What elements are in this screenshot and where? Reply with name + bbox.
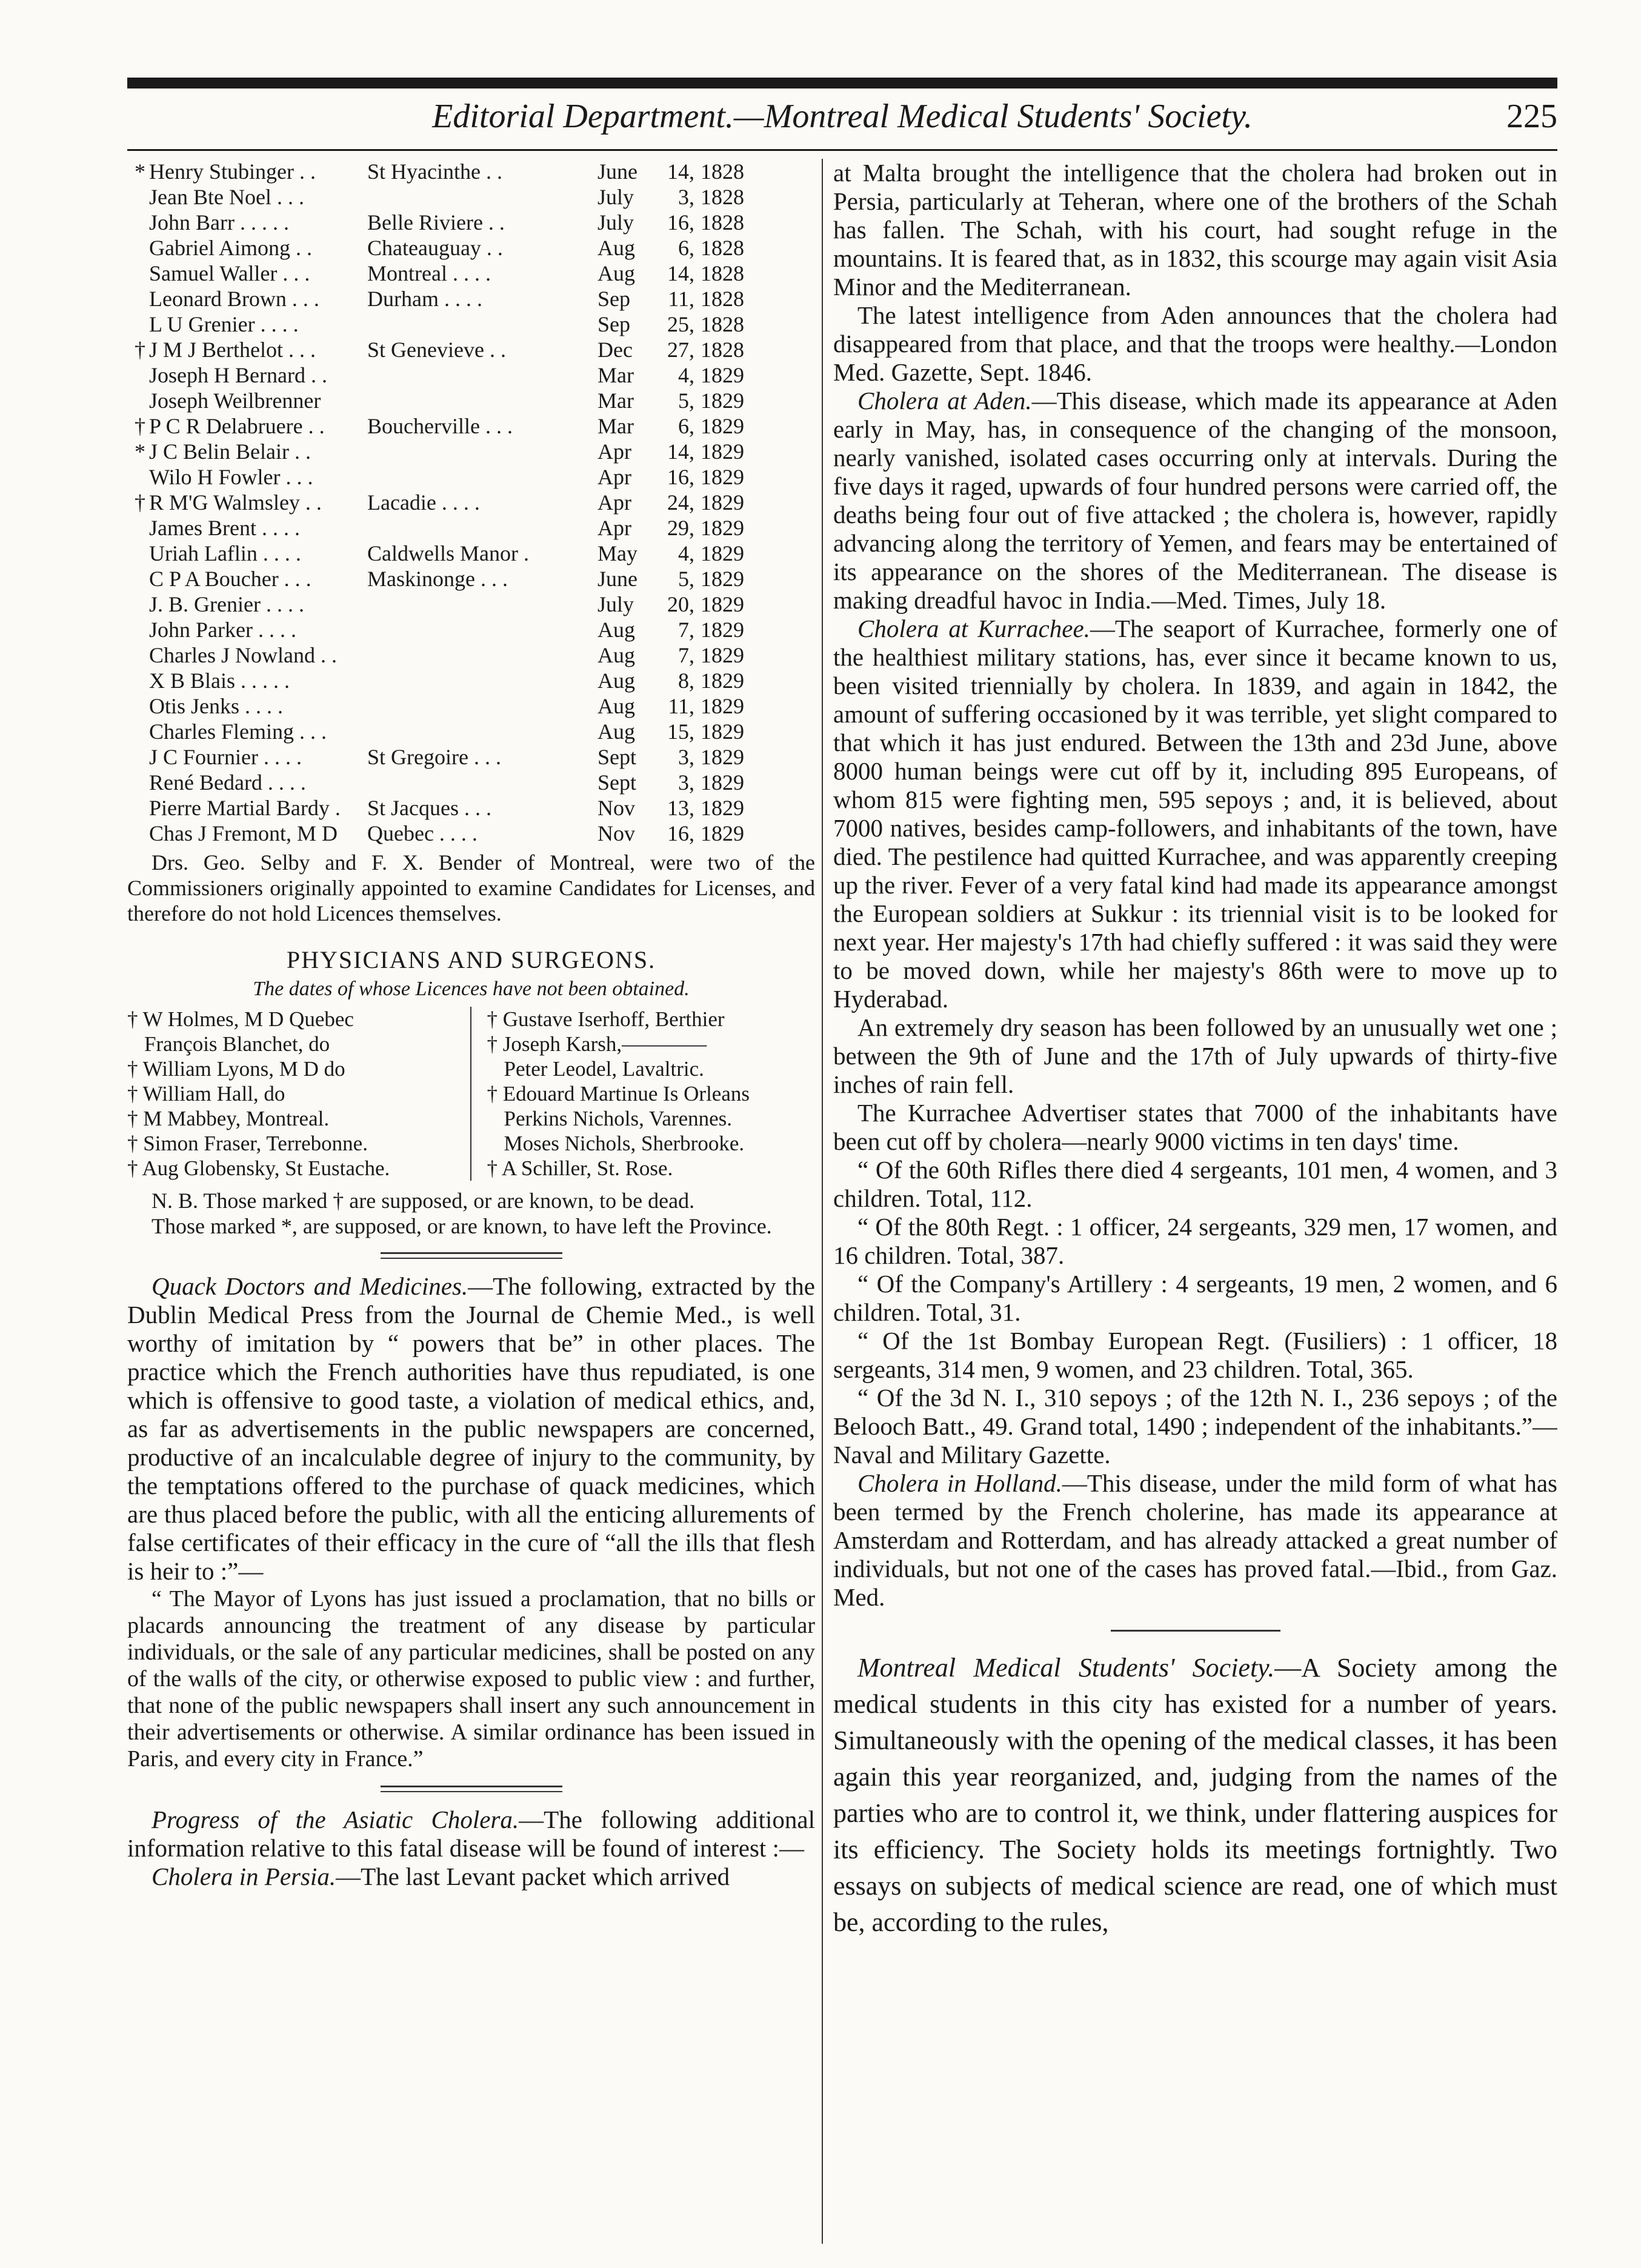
register-month: Apr [597, 439, 631, 464]
register-mark [127, 719, 149, 744]
physician-entry: † Joseph Karsh,———— [487, 1032, 707, 1056]
register-place [367, 312, 597, 337]
register-place: Quebec . . . . [367, 821, 478, 845]
register-month: Aug [597, 618, 635, 642]
holland-paragraph [833, 1469, 1557, 1612]
register-row [127, 668, 815, 693]
register-day: 25, [667, 312, 694, 336]
register-name: Charles J Nowland . . [149, 643, 337, 667]
register-year: 1829 [701, 567, 744, 591]
register-day: 14, [667, 261, 694, 285]
register-row [127, 744, 815, 770]
licence-register [127, 159, 815, 846]
aden-intelligence: The latest intelligence from Aden announces that the cholera had disappeared from that place, and that the troops were healthy.—London Med. Gazette, Sept. 1846. [833, 301, 1557, 386]
register-name: C P A Boucher . . . [149, 567, 311, 591]
register-place: Maskinonge . . . [367, 567, 508, 591]
register-place [367, 439, 597, 464]
quack-text: —The following, extracted by the Dublin Medical Press from the Journal de Chemie Med., is well worthy of imitation by “ powers that be” in other places. The practice which the French authorities have thus repudiated, is one which is offensive to good taste, a violation of medical ethics, and, as far as advertisements in the public newspapers are concerned, productive of an incalculable degree of injury to the community, by the temptations offered to the purchase of quack medicines, which are thus placed before the public, with all the enticing allurements of false certificates of their efficacy in the cure of “all the ills that flesh is heir to :”— [127, 1272, 815, 1585]
physician-entry: † M Mabbey, Montreal. [127, 1107, 330, 1130]
sepoys-quote: “ Of the 3d N. I., 310 sepoys ; of the 12th N. I., 236 sepoys ; of the Belooch Batt., 49. Grand total, 1490 ; independent of the inhabitants.”—Naval and Military Gazette. [833, 1384, 1557, 1469]
register-month: July [597, 210, 634, 235]
register-month: July [597, 185, 634, 209]
section-separator [381, 1252, 562, 1259]
physicians-left [127, 1007, 471, 1181]
register-mark [127, 642, 149, 668]
register-year: 1828 [701, 287, 744, 311]
holland-text: —This disease, under the mild form of what has been termed by the French cholerine, has made its appearance at Amsterdam and Rotterdam, and has already attacked a great number of individuals, but not one of the cases has proved fatal.—Ibid., from Gaz. Med. [833, 1469, 1557, 1611]
register-mark [127, 693, 149, 719]
register-name: Joseph Weilbrenner [149, 389, 321, 413]
register-month: July [597, 592, 634, 616]
register-month: Apr [597, 490, 631, 515]
register-row [127, 566, 815, 592]
register-mark [127, 312, 149, 337]
register-day: 7, [678, 618, 694, 642]
society-heading: Montreal Medical Students' Society. [857, 1653, 1275, 1683]
register-month: Aug [597, 643, 635, 667]
register-month: May [597, 541, 637, 565]
physicians-subheading: The dates of whose Licences have not been obtained. [253, 978, 690, 1000]
page-header [127, 97, 1557, 145]
register-place [367, 592, 597, 617]
register-year: 1829 [701, 643, 744, 667]
society-paragraph [833, 1650, 1557, 1941]
aden-text: —This disease, which made its appearance at Aden early in May, has, in consequence of the changing of the monsoon, nearly vanished, isolated cases occurring only at intervals. During the five days it raged, upwards of four hundred persons were carried off, the deaths being four out of five attacked ; the cholera is, however, rapidly advancing along the territory of Yemen, and fears may be entertained of its appearance on the shores of the Mediterranean. The disease is making dreadful havoc in India.—Med. Times, July 18. [833, 387, 1557, 614]
register-month: Mar [597, 363, 634, 387]
register-day: 15, [667, 719, 694, 744]
register-name: René Bedard . . . . [149, 770, 306, 795]
regt-quote: “ Of the 80th Regt. : 1 officer, 24 sergeants, 329 men, 17 women, and 16 children. Total, 387. [833, 1213, 1557, 1269]
register-row [127, 286, 815, 312]
register-name: J M J Berthelot . . . [149, 338, 316, 362]
register-day: 11, [668, 694, 694, 718]
progress-heading: Progress of the Asiatic Cholera. [151, 1806, 519, 1833]
register-mark [127, 261, 149, 286]
register-row [127, 490, 815, 515]
register-year: 1829 [701, 439, 744, 464]
register-year: 1828 [701, 185, 744, 209]
register-place: St Jacques . . . [367, 796, 491, 820]
register-mark [127, 515, 149, 541]
register-place: Boucherville . . . [367, 414, 513, 438]
register-mark: † [135, 338, 145, 362]
register-row [127, 413, 815, 439]
register-row [127, 388, 815, 413]
register-name: Samuel Waller . . . [149, 261, 310, 285]
register-place: St Hyacinthe . . [367, 159, 502, 184]
register-mark [127, 795, 149, 821]
register-mark: † [135, 414, 145, 438]
register-month: Sep [597, 312, 630, 336]
register-mark: * [135, 439, 145, 464]
register-year: 1829 [701, 363, 744, 387]
physician-entry: † W Holmes, M D Quebec [127, 1007, 354, 1031]
aden-heading: Cholera at Aden. [857, 387, 1032, 415]
register-mark [127, 286, 149, 312]
physician-entry: † A Schiller, St. Rose. [487, 1156, 673, 1180]
register-year: 1829 [701, 821, 744, 845]
register-day: 5, [678, 567, 694, 591]
register-day: 20, [667, 592, 694, 616]
register-year: 1828 [701, 236, 744, 260]
register-day: 14, [667, 159, 694, 184]
register-year: 1829 [701, 516, 744, 540]
note-dead: N. B. Those marked † are supposed, or are known, to be dead. [151, 1189, 695, 1213]
register-day: 29, [667, 516, 694, 540]
register-name: J. B. Grenier . . . . [149, 592, 304, 616]
register-month: Sept [597, 770, 637, 795]
register-name: Wilo H Fowler . . . [149, 465, 313, 489]
register-mark [127, 744, 149, 770]
lyons-quote: “ The Mayor of Lyons has just issued a proclamation, that no bills or placards announcing the treatment of any disease by particular individuals, or the sale of any particular medicines, shall be posted on any of the walls of the city, or otherwise exposed to public view : and further, that none of the public newspapers shall insert any such announcement in their advertisements or otherwise. A similar ordinance has been issued in Paris, and every city in France.” [127, 1586, 815, 1772]
register-place [367, 515, 597, 541]
physicians-heading: PHYSICIANS AND SURGEONS. [286, 946, 656, 973]
register-day: 5, [678, 389, 694, 413]
register-month: Dec [597, 338, 633, 362]
register-year: 1829 [701, 465, 744, 489]
right-column [833, 159, 1557, 2244]
register-month: Sep [597, 287, 630, 311]
holland-heading: Cholera in Holland. [857, 1469, 1062, 1497]
register-year: 1829 [701, 796, 744, 820]
kurrachee-heading: Cholera at Kurrachee. [857, 615, 1090, 642]
register-day: 24, [667, 490, 694, 515]
register-year: 1828 [701, 261, 744, 285]
register-day: 16, [667, 465, 694, 489]
register-mark [127, 617, 149, 642]
register-name: John Parker . . . . [149, 618, 296, 642]
register-month: Aug [597, 694, 635, 718]
register-month: Mar [597, 414, 634, 438]
register-month: Sept [597, 745, 637, 769]
register-mark [127, 210, 149, 235]
register-year: 1829 [701, 490, 744, 515]
kurrachee-paragraph [833, 615, 1557, 1013]
register-place: St Genevieve . . [367, 338, 506, 362]
register-day: 16, [667, 210, 694, 235]
register-month: Apr [597, 465, 631, 489]
quack-paragraph [127, 1272, 815, 1586]
register-place [367, 668, 597, 693]
rifles-quote: “ Of the 60th Rifles there died 4 sergeants, 101 men, 4 women, and 3 children. Total, 112. [833, 1156, 1557, 1212]
physician-entry: † William Lyons, M D do [127, 1057, 345, 1081]
register-place: Durham . . . . [367, 287, 482, 311]
register-mark [127, 592, 149, 617]
register-year: 1829 [701, 414, 744, 438]
register-day: 11, [668, 287, 694, 311]
register-name: Gabriel Aimong . . [149, 236, 312, 260]
register-month: Aug [597, 261, 635, 285]
register-row [127, 312, 815, 337]
register-month: Nov [597, 796, 635, 820]
register-row [127, 592, 815, 617]
society-text: —A Society among the medical students in this city has existed for a number of years. Simultaneously with the opening of the medical classes, it has been again this year reorganized, and, judging from the names of the parties who are to control it, we think, under flattering auspices for its efficiency. The Society holds its meetings fortnightly. Two essays on subjects of medical science are read, one of which must be, according to the rules, [833, 1653, 1557, 1937]
register-year: 1829 [701, 389, 744, 413]
register-place: Lacadie . . . . [367, 490, 480, 515]
register-row [127, 210, 815, 235]
register-row [127, 617, 815, 642]
register-name: J C Fournier . . . . [149, 745, 302, 769]
left-column [127, 159, 815, 2244]
register-place [367, 770, 597, 795]
register-year: 1829 [701, 719, 744, 744]
register-day: 14, [667, 439, 694, 464]
register-mark: * [135, 159, 145, 184]
aden-paragraph [833, 387, 1557, 615]
register-mark [127, 668, 149, 693]
register-place: Montreal . . . . [367, 261, 491, 285]
register-place [367, 464, 597, 490]
register-mark: † [135, 490, 145, 515]
advertiser-paragraph: The Kurrachee Advertiser states that 7000 of the inhabitants have been cut off by cholera—nearly 9000 victims in ten days' time. [833, 1099, 1557, 1155]
malta-paragraph: at Malta brought the intelligence that the cholera had broken out in Persia, particularly at Teheran, where one of the brothers of the Schah has fallen. The Schah, with his court, had sought refuge in the mountains. It is feared that, as in 1832, this scourge may again visit Asia Minor and the Mediterranean. [833, 159, 1557, 301]
register-place: St Gregoire . . . [367, 745, 501, 769]
register-month: Aug [597, 669, 635, 693]
register-row [127, 337, 815, 362]
register-year: 1828 [701, 312, 744, 336]
register-row [127, 642, 815, 668]
register-place: Chateauguay . . [367, 236, 503, 260]
register-row [127, 261, 815, 286]
register-month: June [597, 159, 637, 184]
register-name: Charles Fleming . . . [149, 719, 327, 744]
register-year: 1829 [701, 770, 744, 795]
kurrachee-text: —The seaport of Kurrachee, formerly one of the healthiest military stations, has, ever since it became known to us, been visited triennially by cholera. In 1839, and again in 1842, the amount of suffering occasioned by it was terrible, yet slight compared to that which it has just endured. Between the 13th and 23d June, above 8000 human beings were cut off by it, including 895 Europeans, of whom 815 were fighting men, 595 sepoys ; and, it is believed, about 7000 natives, besides camp-followers, and inhabitants of the town, have died. The pestilence had quitted Kurrachee, and was apparently creeping up the river. Fever of a very fatal kind had made its appearance amongst the European soldiers at Sukkur : its triennial visit is to be looked for next year. Her majesty's 17th had chiefly suffered : it was said they were to be moved down, while her majesty's 86th were to move up to Hyderabad. [833, 615, 1557, 1013]
bombay-quote: “ Of the 1st Bombay European Regt. (Fusiliers) : 1 officer, 18 sergeants, 314 men, 9 women, and 23 children. Total, 365. [833, 1327, 1557, 1383]
register-month: Aug [597, 719, 635, 744]
register-month: Apr [597, 516, 631, 540]
register-place [367, 693, 597, 719]
register-year: 1828 [701, 210, 744, 235]
register-name: L U Grenier . . . . [149, 312, 299, 336]
register-mark [127, 770, 149, 795]
register-year: 1828 [701, 338, 744, 362]
register-year: 1829 [701, 669, 744, 693]
physician-entry: † Edouard Martinue Is Orleans [487, 1082, 750, 1106]
register-row [127, 770, 815, 795]
register-mark [127, 541, 149, 566]
register-year: 1829 [701, 541, 744, 565]
register-row [127, 515, 815, 541]
section-separator [381, 1786, 562, 1792]
artillery-quote: “ Of the Company's Artillery : 4 sergeants, 19 men, 2 women, and 6 children. Total, 31. [833, 1270, 1557, 1326]
register-mark [127, 362, 149, 388]
register-mark [127, 821, 149, 846]
register-year: 1829 [701, 592, 744, 616]
register-day: 7, [678, 643, 694, 667]
register-row [127, 184, 815, 210]
register-name: James Brent . . . . [149, 516, 300, 540]
progress-text: —The following additional information relative to this fatal disease will be found of interest :— [127, 1806, 815, 1862]
register-name: Henry Stubinger . . [149, 159, 316, 184]
register-place [367, 617, 597, 642]
physician-entry: Peter Leodel, Lavaltric. [504, 1057, 704, 1081]
register-name: Leonard Brown . . . [149, 287, 319, 311]
commissioners-note: Drs. Geo. Selby and F. X. Bender of Montreal, were two of the Commissioners originally appointed to examine Candidates for Licenses, and therefore do not hold Licences themselves. [127, 850, 815, 926]
register-mark [127, 464, 149, 490]
register-name: Otis Jenks . . . . [149, 694, 284, 718]
register-day: 4, [678, 541, 694, 565]
physician-entry: Moses Nichols, Sherbrooke. [504, 1132, 745, 1155]
register-name: P C R Delabruere . . [149, 414, 325, 438]
register-row [127, 693, 815, 719]
running-head: Editorial Department.—Montreal Medical Students' Society. [432, 98, 1253, 135]
quack-heading: Quack Doctors and Medicines. [151, 1272, 468, 1300]
physician-entry: † Gustave Iserhoff, Berthier [487, 1007, 725, 1031]
register-month: June [597, 567, 637, 591]
register-year: 1829 [701, 694, 744, 718]
register-row [127, 439, 815, 464]
progress-paragraph [127, 1806, 815, 1863]
register-month: Mar [597, 389, 634, 413]
register-year: 1828 [701, 159, 744, 184]
register-place: Caldwells Manor . [367, 541, 529, 565]
register-place [367, 719, 597, 744]
register-day: 16, [667, 821, 694, 845]
register-place [367, 388, 597, 413]
register-day: 3, [678, 770, 694, 795]
page-number: 225 [1506, 98, 1557, 135]
register-name: J C Belin Belair . . [149, 439, 311, 464]
register-row [127, 235, 815, 261]
register-day: 3, [678, 745, 694, 769]
register-name: Pierre Martial Bardy . [149, 796, 341, 820]
register-day: 13, [667, 796, 694, 820]
physician-entry: † Simon Fraser, Terrebonne. [127, 1132, 368, 1155]
register-day: 27, [667, 338, 694, 362]
register-row [127, 159, 815, 184]
register-day: 3, [678, 185, 694, 209]
register-day: 6, [678, 414, 694, 438]
note-left-province: Those marked *, are supposed, or are known, to have left the Province. [151, 1214, 772, 1238]
physician-entry: † Aug Globensky, St Eustache. [127, 1156, 390, 1180]
register-year: 1829 [701, 618, 744, 642]
register-place [367, 184, 597, 210]
register-name: Chas J Fremont, M D [149, 821, 338, 845]
register-row [127, 821, 815, 846]
register-row [127, 719, 815, 744]
register-row [127, 541, 815, 566]
physician-entry: † William Hall, do [127, 1082, 285, 1106]
register-name: X B Blais . . . . . [149, 669, 290, 693]
register-name: R M'G Walmsley . . [149, 490, 322, 515]
physicians-list [127, 1007, 815, 1181]
physician-entry: Perkins Nichols, Varennes. [504, 1107, 733, 1130]
register-year: 1829 [701, 745, 744, 769]
physician-entry: François Blanchet, do [144, 1032, 330, 1056]
register-name: Uriah Laflin . . . . [149, 541, 301, 565]
register-place [367, 362, 597, 388]
register-mark [127, 388, 149, 413]
register-mark [127, 235, 149, 261]
register-body [127, 159, 815, 846]
register-row [127, 362, 815, 388]
register-month: Nov [597, 821, 635, 845]
register-name: Jean Bte Noel . . . [149, 185, 304, 209]
header-rule [127, 149, 1557, 151]
register-mark [127, 184, 149, 210]
register-day: 6, [678, 236, 694, 260]
register-day: 8, [678, 669, 694, 693]
top-rule [127, 78, 1557, 88]
register-place: Belle Riviere . . [367, 210, 505, 235]
register-mark [127, 566, 149, 592]
register-name: Joseph H Bernard . . [149, 363, 327, 387]
register-name: John Barr . . . . . [149, 210, 289, 235]
column-divider [822, 159, 823, 2244]
section-separator [1111, 1630, 1280, 1632]
persia-text: —The last Levant packet which arrived [336, 1863, 730, 1890]
physicians-right [471, 1007, 816, 1181]
register-month: Aug [597, 236, 635, 260]
register-day: 4, [678, 363, 694, 387]
register-row [127, 795, 815, 821]
register-place [367, 642, 597, 668]
dry-season-paragraph: An extremely dry season has been followed by an unusually wet one ; between the 9th of June and the 17th of July upwards of thirty-five inches of rain fell. [833, 1013, 1557, 1098]
persia-paragraph [127, 1863, 815, 1891]
register-row [127, 464, 815, 490]
persia-heading: Cholera in Persia. [151, 1863, 336, 1890]
